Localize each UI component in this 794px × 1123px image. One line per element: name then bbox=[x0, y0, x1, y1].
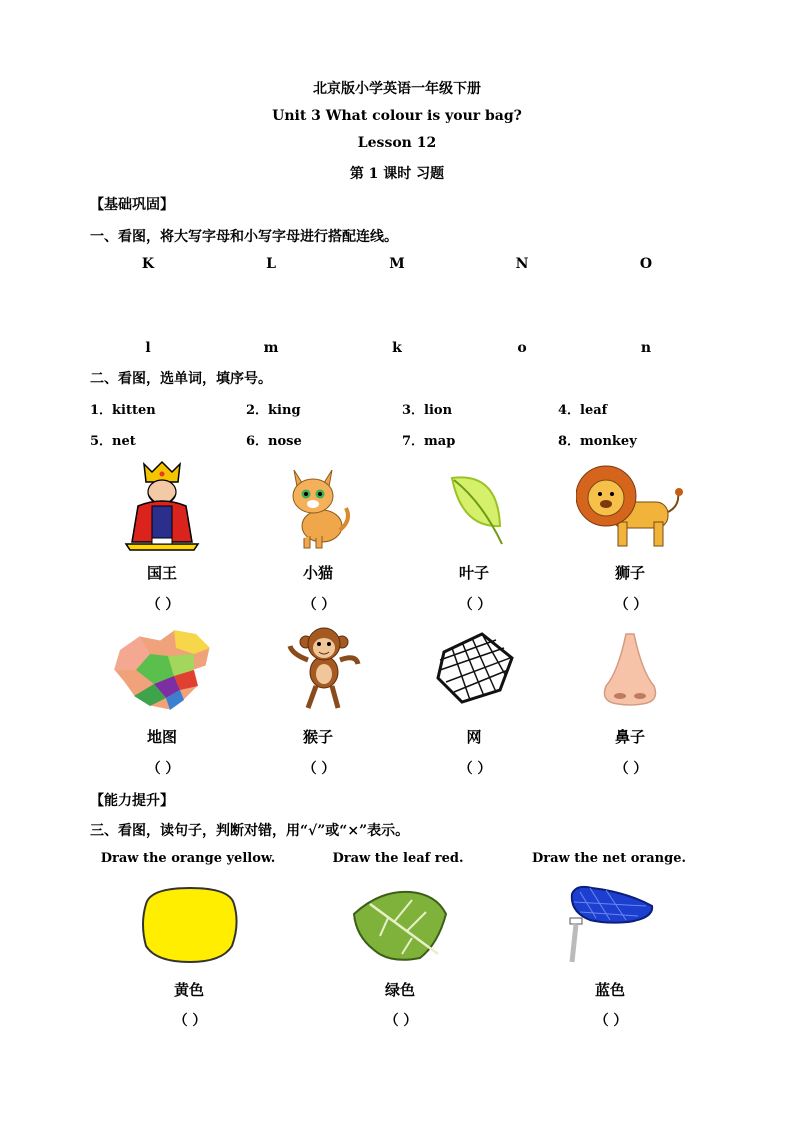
orange-icon bbox=[136, 884, 244, 964]
page-title: 北京版小学英语一年级下册 bbox=[313, 81, 481, 97]
upper-letter[interactable]: N bbox=[515, 256, 529, 272]
king-icon bbox=[122, 460, 202, 552]
lower-letter[interactable]: k bbox=[392, 340, 402, 356]
color-label: 黄色 bbox=[173, 981, 205, 999]
leaf-icon bbox=[442, 466, 508, 548]
answer-blank[interactable]: （ ） bbox=[302, 597, 336, 613]
picture-label: 国王 bbox=[146, 564, 178, 582]
picture-label: 鼻子 bbox=[614, 728, 646, 746]
word-option: 6．nose bbox=[246, 434, 302, 449]
q3-instruction: 三、看图，读句子，判断对错，用“√”或“×”表示。 bbox=[90, 823, 410, 839]
lower-letter[interactable]: l bbox=[145, 340, 151, 356]
upper-letter[interactable]: K bbox=[141, 256, 155, 272]
answer-blank[interactable]: （ ） bbox=[302, 761, 336, 777]
q3-sentence: Draw the orange yellow. bbox=[100, 851, 276, 866]
section-label-basic: 【基础巩固】 bbox=[90, 197, 174, 213]
map-icon bbox=[110, 626, 216, 714]
monkey-icon bbox=[286, 624, 362, 714]
word-option: 2．king bbox=[246, 403, 301, 418]
judge-blank[interactable]: （ ） bbox=[384, 1013, 418, 1029]
word-option: 4．leaf bbox=[558, 403, 608, 418]
net-icon bbox=[434, 628, 518, 708]
judge-blank[interactable]: （ ） bbox=[594, 1013, 628, 1029]
lower-letter[interactable]: m bbox=[263, 340, 279, 356]
unit-title: Unit 3 What colour is your bag? bbox=[272, 108, 522, 124]
picture-label: 小猫 bbox=[302, 564, 334, 582]
q1-instruction: 一、看图，将大写字母和小写字母进行搭配连线。 bbox=[90, 229, 398, 245]
upper-letter[interactable]: M bbox=[389, 256, 405, 272]
nose-icon bbox=[600, 632, 660, 708]
section-label-improve: 【能力提升】 bbox=[90, 793, 174, 809]
answer-blank[interactable]: （ ） bbox=[146, 761, 180, 777]
word-option: 1．kitten bbox=[90, 403, 156, 418]
answer-blank[interactable]: （ ） bbox=[614, 597, 648, 613]
q3-sentence: Draw the net orange. bbox=[531, 851, 687, 866]
q3-sentence: Draw the leaf red. bbox=[332, 851, 464, 866]
period-title: 第 1 课时 习题 bbox=[349, 166, 445, 182]
upper-letter[interactable]: O bbox=[639, 256, 653, 272]
lion-icon bbox=[576, 462, 688, 552]
picture-label: 叶子 bbox=[458, 564, 490, 582]
lower-letter[interactable]: n bbox=[640, 340, 652, 356]
picture-label: 网 bbox=[466, 728, 482, 746]
picture-label: 猴子 bbox=[302, 728, 334, 746]
word-option: 3．lion bbox=[402, 403, 453, 418]
answer-blank[interactable]: （ ） bbox=[458, 597, 492, 613]
answer-blank[interactable]: （ ） bbox=[146, 597, 180, 613]
color-label: 蓝色 bbox=[594, 981, 626, 999]
lesson-title: Lesson 12 bbox=[357, 135, 437, 151]
lower-letter[interactable]: o bbox=[517, 340, 527, 356]
answer-blank[interactable]: （ ） bbox=[458, 761, 492, 777]
word-option: 7．map bbox=[402, 434, 456, 449]
upper-letter[interactable]: L bbox=[266, 256, 276, 272]
judge-blank[interactable]: （ ） bbox=[173, 1013, 207, 1029]
word-option: 8．monkey bbox=[558, 434, 637, 449]
blue-net-icon bbox=[566, 882, 658, 966]
kitten-icon bbox=[284, 464, 354, 550]
green-leaf-icon bbox=[350, 884, 450, 964]
color-label: 绿色 bbox=[384, 981, 416, 999]
answer-blank[interactable]: （ ） bbox=[614, 761, 648, 777]
picture-label: 狮子 bbox=[614, 564, 646, 582]
picture-label: 地图 bbox=[146, 728, 178, 746]
word-option: 5．net bbox=[90, 434, 136, 449]
q2-instruction: 二、看图，选单词，填序号。 bbox=[90, 371, 272, 387]
